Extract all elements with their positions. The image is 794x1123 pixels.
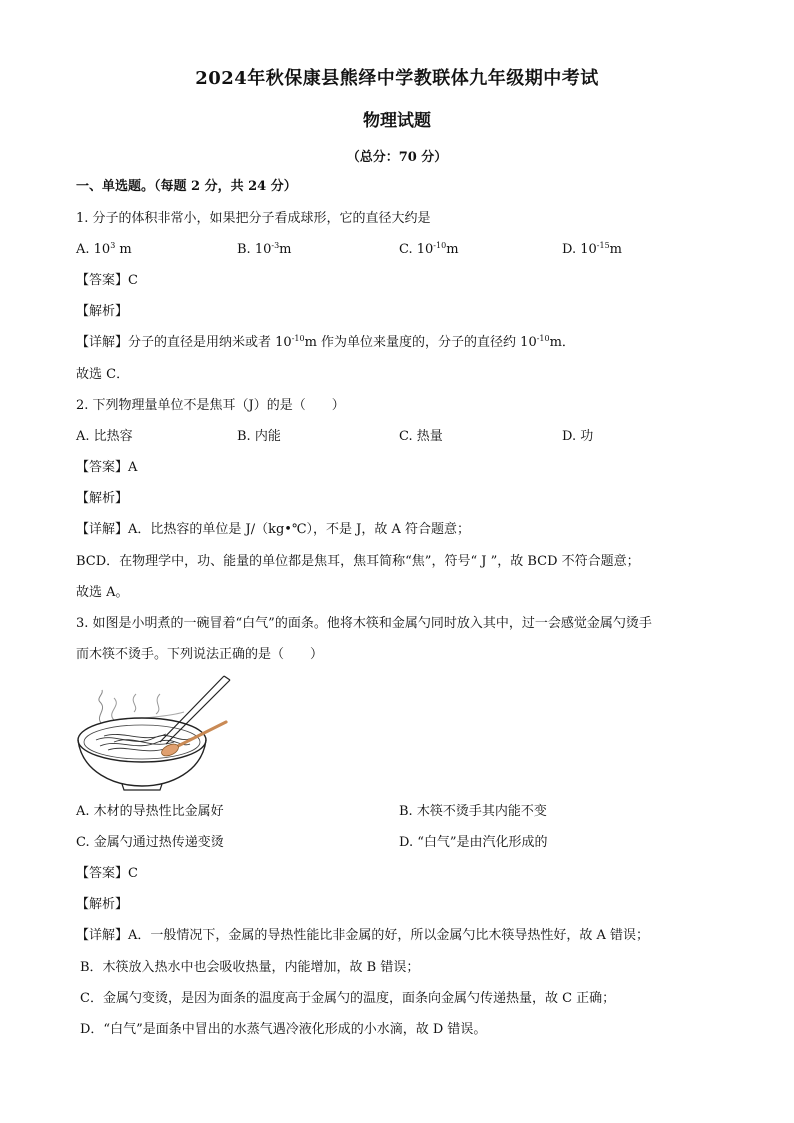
q3-stem-line-2: 而木筷不烫手。下列说法正确的是（ ）: [76, 647, 324, 662]
exam-title: 2024年秋保康县熊绎中学教联体九年级期中考试: [195, 68, 599, 89]
q2-detail-1: 【详解】A．比热容的单位是 J/（kg•℃），不是 J，故 A 符合题意；: [76, 522, 471, 537]
q2-stem: 2. 下列物理量单位不是焦耳（J）的是（ ）: [76, 398, 345, 413]
q3-analysis: 【解析】: [76, 897, 129, 912]
q3-detail-3: C．金属勺变烫，是因为面条的温度高于金属勺的温度，面条向金属勺传递热量，故 C 正确；: [80, 991, 616, 1006]
q1-detail: 【详解】分子的直径是用纳米或者 $10^{-10}m$ 作为单位来量度的，分子的直径约 $10^{-10}m$．: [76, 334, 575, 350]
q3-option-a: A. 木材的导热性比金属好: [76, 804, 224, 819]
q2-option-d: D. 功: [562, 429, 594, 444]
q1-option-b: B. $10^{-3}m$: [237, 241, 292, 257]
section-heading: 一、单选题。（每题 2 分，共 24 分）: [76, 179, 297, 194]
q3-detail-4: D．“白气”是面条中冒出的水蒸气遇冷液化形成的小水滴，故 D 错误。: [80, 1022, 487, 1037]
q3-stem-line-1: 3. 如图是小明煮的一碗冒着“白气”的面条。他将木筷和金属勺同时放入其中，过一会感觉金属勺烫手: [76, 616, 652, 631]
q1-analysis: 【解析】: [76, 304, 129, 319]
noodle-bowl-figure: [74, 672, 234, 792]
q1-conclusion: 故选 C．: [76, 367, 130, 382]
q2-detail-2: BCD．在物理学中，功、能量的单位都是焦耳，焦耳简称“焦”，符号“ J ”，故 BCD 不符合题意；: [76, 554, 640, 569]
q2-option-b: B. 内能: [237, 429, 281, 444]
q1-stem: 1. 分子的体积非常小，如果把分子看成球形，它的直径大约是: [76, 211, 431, 226]
q3-answer: 【答案】C: [76, 866, 138, 881]
q2-conclusion: 故选 A。: [76, 585, 129, 600]
q1-option-a: A. $10^3$ m: [76, 241, 132, 257]
total-score: （总分：70 分）: [346, 150, 448, 165]
q1-option-c: C. $10^{-10}m$: [399, 241, 459, 257]
subject-title: 物理试题: [363, 111, 431, 131]
q2-answer: 【答案】A: [76, 460, 138, 475]
q3-detail-1: 【详解】A．一般情况下，金属的导热性能比非金属的好，所以金属勺比木筷导热性好，故 A 错误；: [76, 928, 650, 943]
q3-option-c: C. 金属勺通过热传递变烫: [76, 835, 224, 850]
q2-option-a: A. 比热容: [76, 429, 133, 444]
q3-option-b: B. 木筷不烫手其内能不变: [399, 804, 547, 819]
q3-detail-2: B．木筷放入热水中也会吸收热量，内能增加，故 B 错误；: [80, 960, 420, 975]
q1-answer: 【答案】C: [76, 273, 138, 288]
q3-option-d: D. “白气”是由汽化形成的: [399, 835, 548, 850]
q1-option-d: D. $10^{-15}m$: [562, 241, 622, 257]
q2-analysis: 【解析】: [76, 491, 129, 506]
q2-option-c: C. 热量: [399, 429, 443, 444]
